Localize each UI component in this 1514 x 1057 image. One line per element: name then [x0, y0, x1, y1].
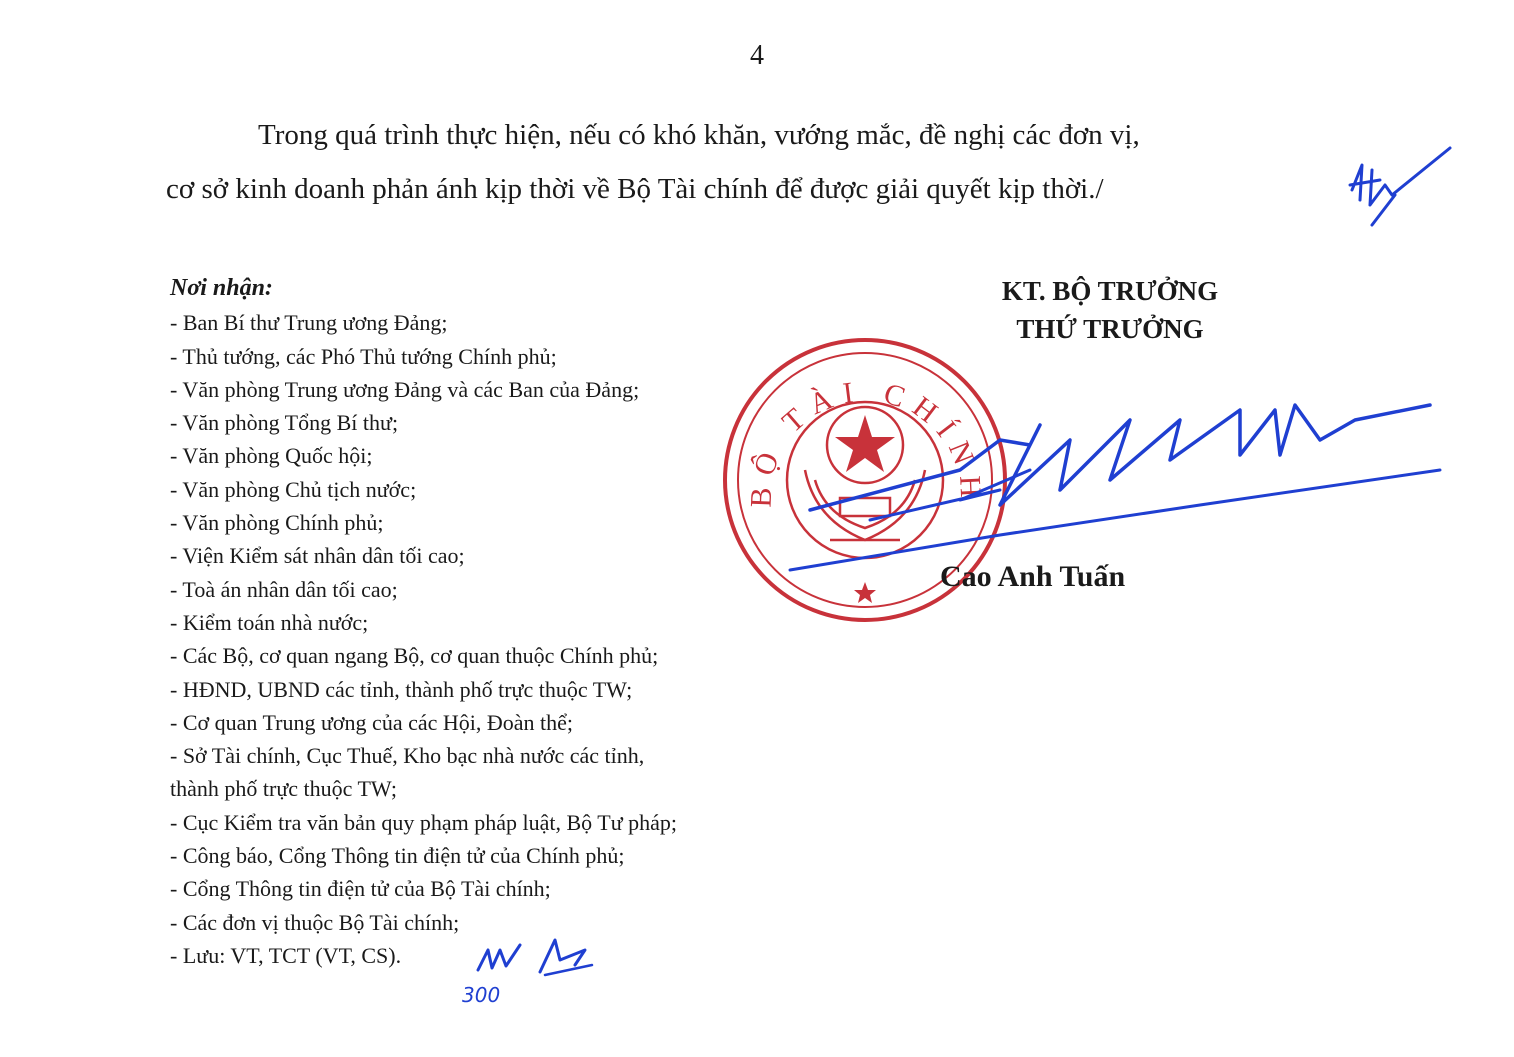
- signature-title-line-1: KT. BỘ TRƯỞNG: [1001, 276, 1219, 306]
- list-item: - Các đơn vị thuộc Bộ Tài chính;: [170, 909, 460, 935]
- list-item: - Văn phòng Tổng Bí thư;: [170, 410, 399, 436]
- list-item: - Văn phòng Chủ tịch nước;: [170, 476, 417, 502]
- seal-text: BỘ TÀI CHÍNH: [744, 374, 988, 509]
- signature-title-line-2: THỨ TRƯỞNG: [1016, 314, 1204, 344]
- signer-name: Cao Anh Tuấn: [940, 560, 1126, 593]
- storage-initials-mark: [478, 940, 585, 972]
- list-item: - Cổng Thông tin điện tử của Bộ Tài chính;: [170, 876, 551, 902]
- list-item: - Cơ quan Trung ương của các Hội, Đoàn thể;: [170, 709, 574, 735]
- closing-line-2: cơ sở kinh doanh phản ánh kịp thời về Bộ Tài chính để được giải quyết kịp thời./: [166, 173, 1104, 205]
- page-number: 4: [750, 40, 764, 71]
- list-item: - Văn phòng Trung ương Đảng và các Ban của Đảng;: [170, 376, 640, 402]
- list-item: - Văn phòng Chính phủ;: [170, 510, 384, 536]
- list-item: - Công báo, Cổng Thông tin điện tử của Chính phủ;: [170, 843, 625, 869]
- list-item: - Văn phòng Quốc hội;: [170, 443, 373, 469]
- closing-line-1: Trong quá trình thực hiện, nếu có khó khăn, vướng mắc, đề nghị các đơn vị,: [258, 119, 1140, 151]
- main-signature: [810, 405, 1430, 510]
- list-item: - Toà án nhân dân tối cao;: [170, 576, 398, 602]
- list-item: - Thủ tướng, các Phó Thủ tướng Chính phủ;: [170, 343, 557, 369]
- list-item: - Các Bộ, cơ quan ngang Bộ, cơ quan thuộc Chính phủ;: [170, 643, 659, 669]
- list-item: thành phố trực thuộc TW;: [170, 776, 397, 802]
- storage-underline: [545, 965, 592, 975]
- handwritten-number: 300: [462, 983, 501, 1007]
- list-item: - Cục Kiểm tra văn bản quy phạm pháp luật, Bộ Tư pháp;: [170, 809, 678, 835]
- list-item: - Viện Kiểm sát nhân dân tối cao;: [170, 543, 465, 569]
- list-item: - Sở Tài chính, Cục Thuế, Kho bạc nhà nước các tỉnh,: [170, 743, 645, 769]
- recipients-heading: Nơi nhận:: [170, 275, 273, 301]
- list-item: - Kiểm toán nhà nước;: [170, 609, 369, 635]
- initials-mark: [1350, 148, 1450, 225]
- list-item: - Ban Bí thư Trung ương Đảng;: [170, 310, 448, 336]
- list-item: - Lưu: VT, TCT (VT, CS).: [170, 942, 402, 968]
- list-item: - HĐND, UBND các tỉnh, thành phố trực thuộc TW;: [170, 676, 633, 702]
- signature-flourish: [790, 470, 1440, 570]
